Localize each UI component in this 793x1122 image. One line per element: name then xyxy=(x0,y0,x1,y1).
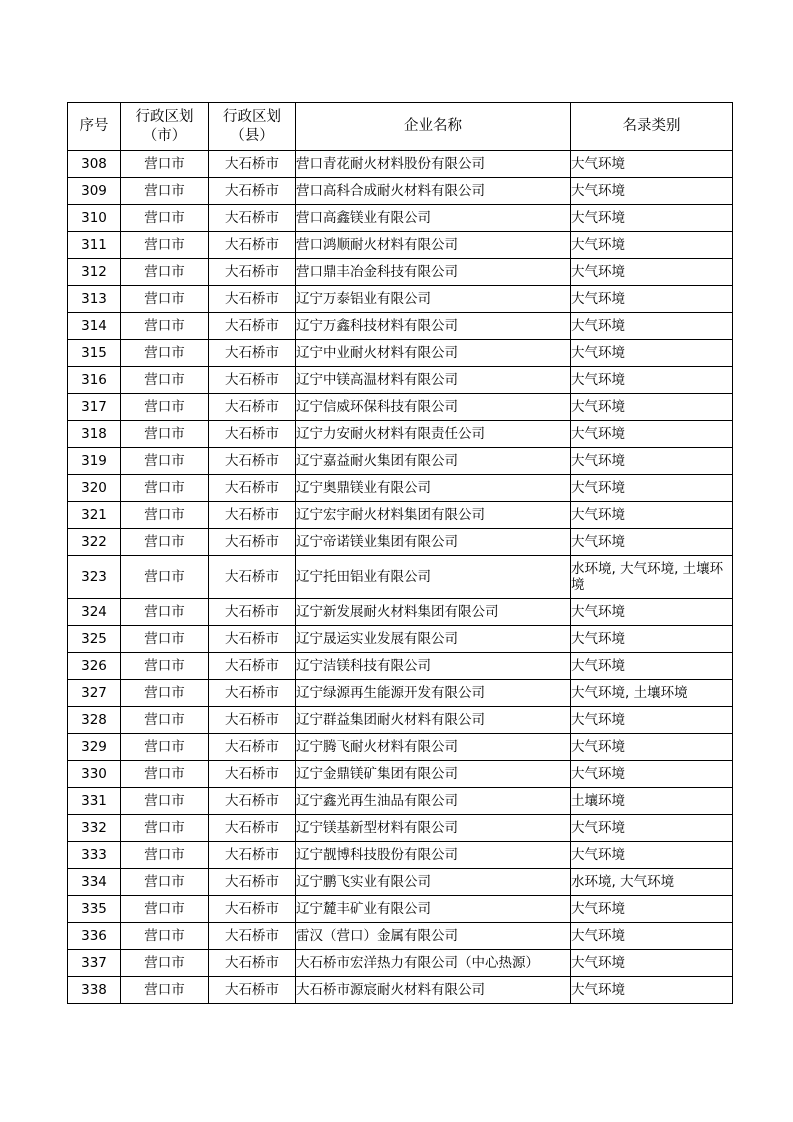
table-row xyxy=(68,313,733,340)
cell-serial-number: 318 xyxy=(68,421,121,448)
cell-serial-number: 312 xyxy=(68,259,121,286)
cell-county: 大石桥市 xyxy=(209,626,296,653)
cell-category: 大气环境 xyxy=(571,448,733,475)
cell-enterprise-name: 辽宁宏宇耐火材料集团有限公司 xyxy=(296,502,571,529)
header-city: 行政区划 （市） xyxy=(121,103,209,151)
cell-serial-number: 314 xyxy=(68,313,121,340)
cell-city: 营口市 xyxy=(121,556,209,599)
cell-category: 大气环境, 土壤环境 xyxy=(571,680,733,707)
cell-city: 营口市 xyxy=(121,707,209,734)
cell-serial-number: 313 xyxy=(68,286,121,313)
cell-city: 营口市 xyxy=(121,367,209,394)
cell-serial-number: 321 xyxy=(68,502,121,529)
table-row xyxy=(68,367,733,394)
cell-enterprise-name: 辽宁奥鼎镁业有限公司 xyxy=(296,475,571,502)
header-serial-number: 序号 xyxy=(68,103,121,151)
cell-city: 营口市 xyxy=(121,151,209,178)
cell-enterprise-name: 营口鸿顺耐火材料有限公司 xyxy=(296,232,571,259)
cell-city: 营口市 xyxy=(121,869,209,896)
cell-serial-number: 326 xyxy=(68,653,121,680)
cell-serial-number: 331 xyxy=(68,788,121,815)
cell-serial-number: 329 xyxy=(68,734,121,761)
table-row xyxy=(68,653,733,680)
cell-category: 土壤环境 xyxy=(571,788,733,815)
cell-county: 大石桥市 xyxy=(209,977,296,1004)
cell-serial-number: 319 xyxy=(68,448,121,475)
cell-enterprise-name: 辽宁力安耐火材料有限责任公司 xyxy=(296,421,571,448)
cell-city: 营口市 xyxy=(121,448,209,475)
cell-category: 大气环境 xyxy=(571,475,733,502)
cell-city: 营口市 xyxy=(121,842,209,869)
cell-category: 大气环境 xyxy=(571,599,733,626)
cell-serial-number: 325 xyxy=(68,626,121,653)
cell-city: 营口市 xyxy=(121,259,209,286)
cell-city: 营口市 xyxy=(121,232,209,259)
cell-city: 营口市 xyxy=(121,734,209,761)
header-row xyxy=(68,103,733,151)
cell-category: 大气环境 xyxy=(571,761,733,788)
table-row xyxy=(68,923,733,950)
cell-enterprise-name: 辽宁绿源再生能源开发有限公司 xyxy=(296,680,571,707)
cell-city: 营口市 xyxy=(121,896,209,923)
cell-serial-number: 338 xyxy=(68,977,121,1004)
table-row xyxy=(68,259,733,286)
cell-enterprise-name: 雷汉（营口）金属有限公司 xyxy=(296,923,571,950)
cell-enterprise-name: 营口高鑫镁业有限公司 xyxy=(296,205,571,232)
cell-serial-number: 327 xyxy=(68,680,121,707)
cell-county: 大石桥市 xyxy=(209,475,296,502)
table-row xyxy=(68,734,733,761)
cell-enterprise-name: 大石桥市源宸耐火材料有限公司 xyxy=(296,977,571,1004)
cell-county: 大石桥市 xyxy=(209,599,296,626)
cell-category: 大气环境 xyxy=(571,734,733,761)
cell-county: 大石桥市 xyxy=(209,394,296,421)
header-enterprise-name: 企业名称 xyxy=(296,103,571,151)
cell-city: 营口市 xyxy=(121,599,209,626)
cell-enterprise-name: 营口高科合成耐火材料有限公司 xyxy=(296,178,571,205)
cell-county: 大石桥市 xyxy=(209,205,296,232)
cell-county: 大石桥市 xyxy=(209,923,296,950)
cell-county: 大石桥市 xyxy=(209,340,296,367)
cell-serial-number: 315 xyxy=(68,340,121,367)
table-row xyxy=(68,599,733,626)
cell-category: 大气环境 xyxy=(571,923,733,950)
cell-category: 大气环境 xyxy=(571,259,733,286)
cell-enterprise-name: 辽宁万泰铝业有限公司 xyxy=(296,286,571,313)
cell-city: 营口市 xyxy=(121,680,209,707)
cell-category: 大气环境 xyxy=(571,394,733,421)
cell-city: 营口市 xyxy=(121,788,209,815)
table-row xyxy=(68,869,733,896)
cell-county: 大石桥市 xyxy=(209,502,296,529)
cell-county: 大石桥市 xyxy=(209,448,296,475)
cell-city: 营口市 xyxy=(121,977,209,1004)
cell-enterprise-name: 辽宁中业耐火材料有限公司 xyxy=(296,340,571,367)
cell-county: 大石桥市 xyxy=(209,259,296,286)
cell-city: 营口市 xyxy=(121,950,209,977)
cell-category: 大气环境 xyxy=(571,205,733,232)
cell-county: 大石桥市 xyxy=(209,313,296,340)
cell-enterprise-name: 辽宁鑫光再生油品有限公司 xyxy=(296,788,571,815)
cell-city: 营口市 xyxy=(121,286,209,313)
cell-enterprise-name: 辽宁新发展耐火材料集团有限公司 xyxy=(296,599,571,626)
cell-serial-number: 337 xyxy=(68,950,121,977)
cell-county: 大石桥市 xyxy=(209,421,296,448)
cell-city: 营口市 xyxy=(121,340,209,367)
cell-city: 营口市 xyxy=(121,815,209,842)
cell-enterprise-name: 辽宁嘉益耐火集团有限公司 xyxy=(296,448,571,475)
cell-serial-number: 333 xyxy=(68,842,121,869)
cell-category: 大气环境 xyxy=(571,232,733,259)
cell-category: 大气环境 xyxy=(571,653,733,680)
cell-county: 大石桥市 xyxy=(209,367,296,394)
cell-county: 大石桥市 xyxy=(209,842,296,869)
cell-serial-number: 336 xyxy=(68,923,121,950)
cell-serial-number: 310 xyxy=(68,205,121,232)
cell-category: 大气环境 xyxy=(571,340,733,367)
cell-county: 大石桥市 xyxy=(209,788,296,815)
cell-county: 大石桥市 xyxy=(209,286,296,313)
table-row xyxy=(68,950,733,977)
cell-serial-number: 316 xyxy=(68,367,121,394)
cell-enterprise-name: 辽宁麓丰矿业有限公司 xyxy=(296,896,571,923)
cell-serial-number: 308 xyxy=(68,151,121,178)
cell-serial-number: 328 xyxy=(68,707,121,734)
table-row xyxy=(68,475,733,502)
cell-enterprise-name: 辽宁晟运实业发展有限公司 xyxy=(296,626,571,653)
cell-serial-number: 311 xyxy=(68,232,121,259)
cell-category: 大气环境 xyxy=(571,529,733,556)
cell-enterprise-name: 辽宁群益集团耐火材料有限公司 xyxy=(296,707,571,734)
table-header xyxy=(68,103,733,151)
cell-serial-number: 324 xyxy=(68,599,121,626)
cell-serial-number: 330 xyxy=(68,761,121,788)
cell-category: 大气环境 xyxy=(571,815,733,842)
cell-county: 大石桥市 xyxy=(209,734,296,761)
cell-serial-number: 322 xyxy=(68,529,121,556)
cell-city: 营口市 xyxy=(121,205,209,232)
cell-county: 大石桥市 xyxy=(209,556,296,599)
cell-county: 大石桥市 xyxy=(209,232,296,259)
cell-city: 营口市 xyxy=(121,502,209,529)
cell-city: 营口市 xyxy=(121,653,209,680)
header-category: 名录类别 xyxy=(571,103,733,151)
cell-city: 营口市 xyxy=(121,394,209,421)
cell-category: 大气环境 xyxy=(571,977,733,1004)
cell-serial-number: 323 xyxy=(68,556,121,599)
table-row xyxy=(68,502,733,529)
cell-serial-number: 309 xyxy=(68,178,121,205)
cell-category: 大气环境 xyxy=(571,421,733,448)
table-row xyxy=(68,394,733,421)
cell-category: 大气环境 xyxy=(571,626,733,653)
cell-serial-number: 332 xyxy=(68,815,121,842)
cell-county: 大石桥市 xyxy=(209,815,296,842)
cell-city: 营口市 xyxy=(121,475,209,502)
table-row xyxy=(68,977,733,1004)
cell-enterprise-name: 辽宁鹏飞实业有限公司 xyxy=(296,869,571,896)
table-row xyxy=(68,286,733,313)
cell-county: 大石桥市 xyxy=(209,707,296,734)
cell-city: 营口市 xyxy=(121,421,209,448)
cell-county: 大石桥市 xyxy=(209,761,296,788)
cell-city: 营口市 xyxy=(121,923,209,950)
cell-county: 大石桥市 xyxy=(209,680,296,707)
table-row xyxy=(68,421,733,448)
cell-enterprise-name: 营口鼎丰冶金科技有限公司 xyxy=(296,259,571,286)
cell-enterprise-name: 大石桥市宏洋热力有限公司（中心热源） xyxy=(296,950,571,977)
cell-county: 大石桥市 xyxy=(209,178,296,205)
cell-city: 营口市 xyxy=(121,626,209,653)
cell-enterprise-name: 辽宁信威环保科技有限公司 xyxy=(296,394,571,421)
cell-serial-number: 334 xyxy=(68,869,121,896)
table-row xyxy=(68,788,733,815)
cell-category: 大气环境 xyxy=(571,896,733,923)
cell-serial-number: 320 xyxy=(68,475,121,502)
cell-county: 大石桥市 xyxy=(209,653,296,680)
enterprise-list-table xyxy=(67,102,733,1004)
table-row xyxy=(68,556,733,599)
table-row xyxy=(68,340,733,367)
cell-category: 大气环境 xyxy=(571,502,733,529)
table-row xyxy=(68,680,733,707)
table-row xyxy=(68,232,733,259)
cell-serial-number: 335 xyxy=(68,896,121,923)
table-row xyxy=(68,205,733,232)
cell-county: 大石桥市 xyxy=(209,151,296,178)
cell-city: 营口市 xyxy=(121,529,209,556)
table-row xyxy=(68,896,733,923)
table-row xyxy=(68,448,733,475)
cell-enterprise-name: 营口青花耐火材料股份有限公司 xyxy=(296,151,571,178)
cell-city: 营口市 xyxy=(121,178,209,205)
cell-category: 大气环境 xyxy=(571,707,733,734)
cell-enterprise-name: 辽宁靓博科技股份有限公司 xyxy=(296,842,571,869)
header-county: 行政区划 （县） xyxy=(209,103,296,151)
cell-enterprise-name: 辽宁万鑫科技材料有限公司 xyxy=(296,313,571,340)
cell-category: 大气环境 xyxy=(571,178,733,205)
cell-enterprise-name: 辽宁中镁高温材料有限公司 xyxy=(296,367,571,394)
cell-category: 大气环境 xyxy=(571,367,733,394)
cell-enterprise-name: 辽宁腾飞耐火材料有限公司 xyxy=(296,734,571,761)
cell-county: 大石桥市 xyxy=(209,896,296,923)
table-row xyxy=(68,761,733,788)
cell-enterprise-name: 辽宁帝诺镁业集团有限公司 xyxy=(296,529,571,556)
cell-category: 大气环境 xyxy=(571,286,733,313)
cell-category: 大气环境 xyxy=(571,313,733,340)
cell-category: 大气环境 xyxy=(571,151,733,178)
cell-category: 水环境, 大气环境 xyxy=(571,869,733,896)
cell-enterprise-name: 辽宁托田铝业有限公司 xyxy=(296,556,571,599)
cell-category: 大气环境 xyxy=(571,842,733,869)
cell-city: 营口市 xyxy=(121,761,209,788)
cell-enterprise-name: 辽宁洁镁科技有限公司 xyxy=(296,653,571,680)
table-row xyxy=(68,842,733,869)
table-row xyxy=(68,151,733,178)
cell-county: 大石桥市 xyxy=(209,529,296,556)
cell-serial-number: 317 xyxy=(68,394,121,421)
cell-county: 大石桥市 xyxy=(209,869,296,896)
table-body xyxy=(68,151,733,1004)
cell-county: 大石桥市 xyxy=(209,950,296,977)
table-row xyxy=(68,529,733,556)
table-row xyxy=(68,626,733,653)
cell-category: 水环境, 大气环境, 土壤环境 xyxy=(571,556,733,599)
table-row xyxy=(68,178,733,205)
cell-enterprise-name: 辽宁镁基新型材料有限公司 xyxy=(296,815,571,842)
cell-city: 营口市 xyxy=(121,313,209,340)
table-row xyxy=(68,707,733,734)
table-row xyxy=(68,815,733,842)
cell-category: 大气环境 xyxy=(571,950,733,977)
cell-enterprise-name: 辽宁金鼎镁矿集团有限公司 xyxy=(296,761,571,788)
